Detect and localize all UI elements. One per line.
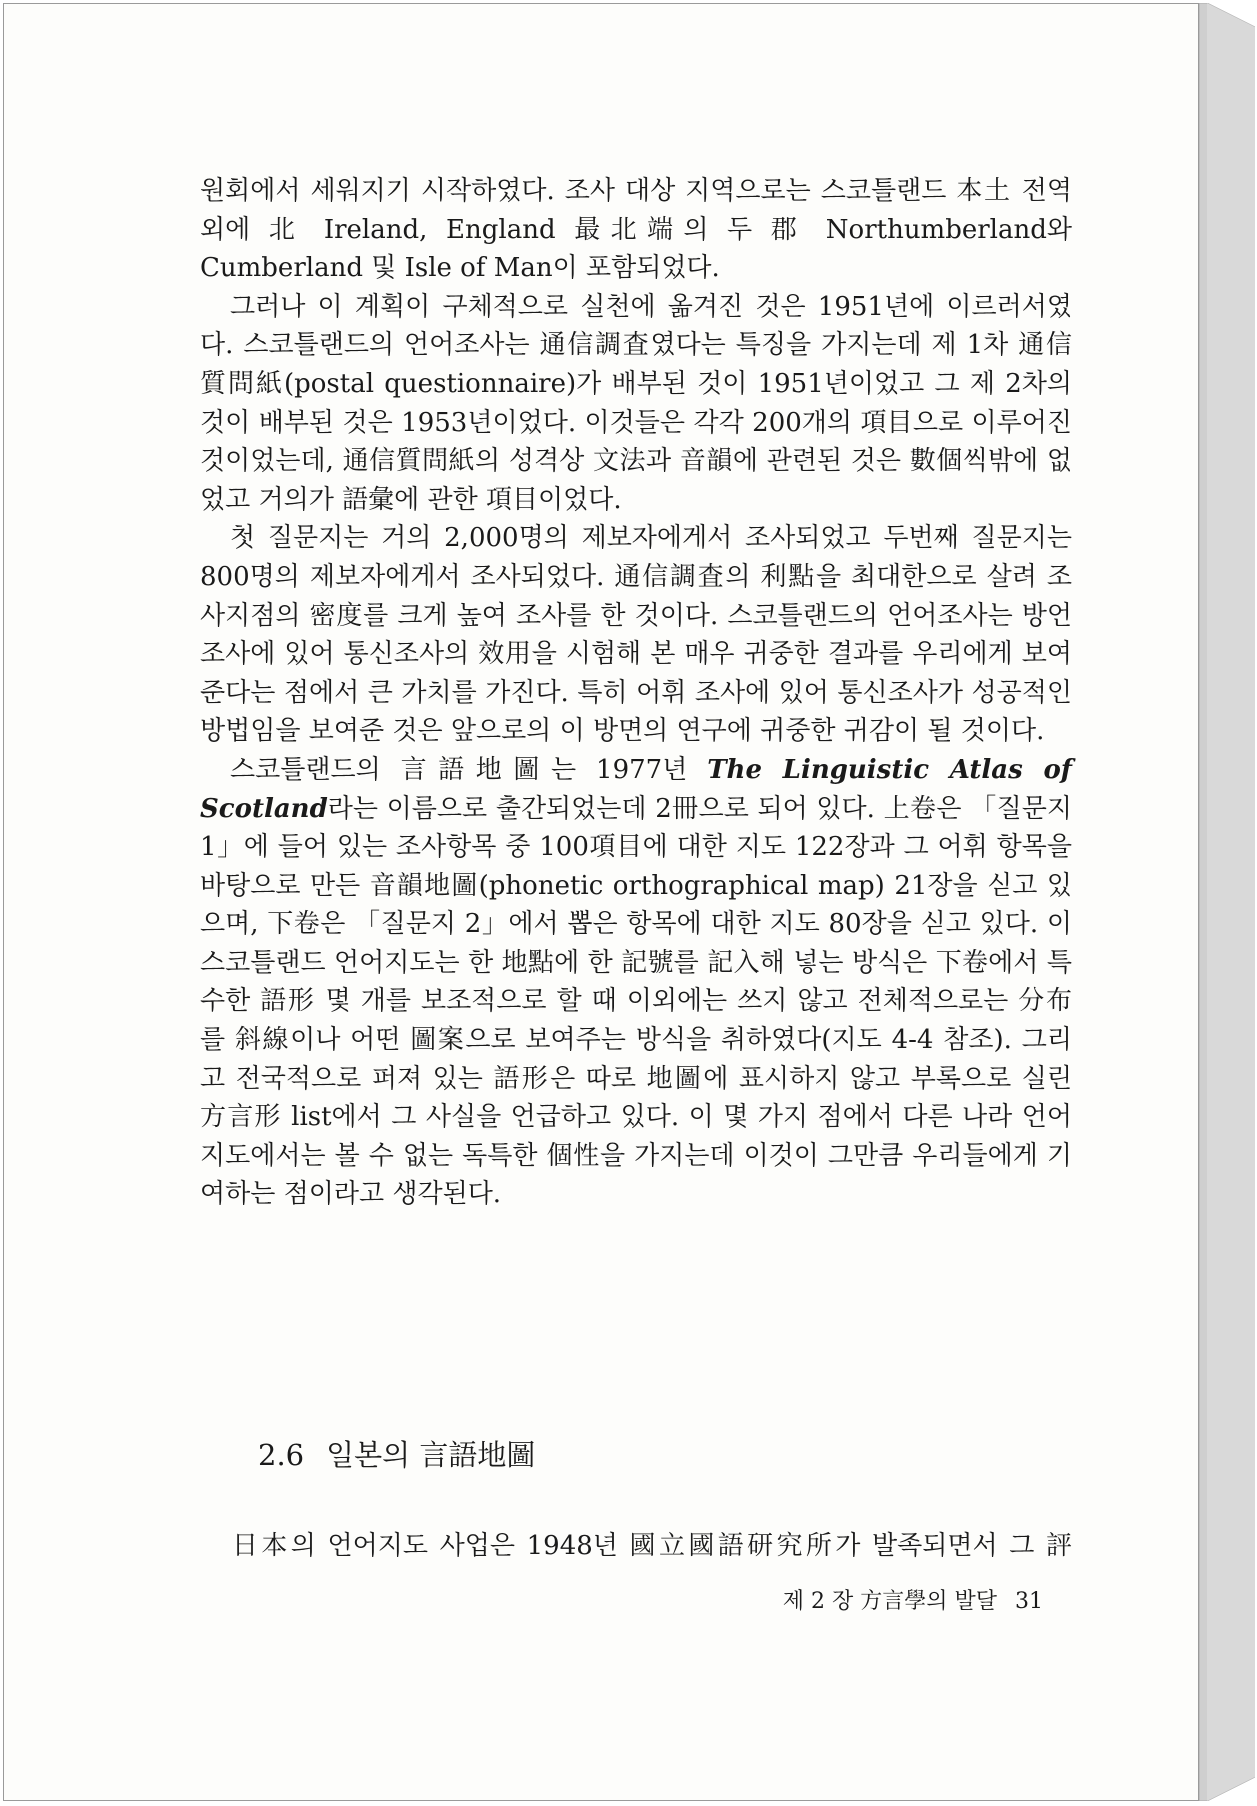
page-number: 31 (1015, 1589, 1043, 1614)
paragraph-2: 그러나 이 계획이 구체적으로 실천에 옮겨진 것은 1951년에 이르러서였다. 스코틀랜드의 언어조사는 通信調査였다는 특징을 가지는데 제 1차 通信質問紙(postal questionnaire)가 배부된 것이 1951년이었고 그 제 2차의 것이 배부된 것은 1953년이었다. 이것들은 각각 200개의 項目으로 이루어진 것이었는데, 通信質問紙의 성격상 文法과 音韻에 관련된 것은 數個씩밖에 없었고 거의가 語彙에 관한 項目이었다. (200, 291, 1072, 515)
section-title: 일본의 言語地圖 (326, 1438, 536, 1472)
atlas-title: The Linguistic Atlas of Scotland (200, 754, 1072, 824)
page-stack-edge (1199, 3, 1255, 1801)
section-number: 2.6 (258, 1438, 305, 1472)
paragraph-4-rest: 라는 이름으로 출간되었는데 2冊으로 되어 있다. 上卷은 「질문지 1」에 들어 있는 조사항목 중 100項目에 대한 지도 122장과 그 어휘 항목을 바탕으로 만든 音韻地圖(phonetic orthographical map) 21장을 싣고 있으며, 下卷은 「질문지 2」에서 뽑은 항목에 대한 지도 80장을 싣고 있다. 이 스코틀랜드 언어지도는 한 地點에 한 記號를 記入해 넣는 방식은 下卷에서 특수한 語形 몇 개를 보조적으로 할 때 이외에는 쓰지 않고 전체적으로는 分布를 斜線이나 어떤 圖案으로 보여주는 방식을 취하였다(지도 4-4 참조). 그리고 전국적으로 퍼져 있는 語形은 따로 地圖에 표시하지 않고 부록으로 실린 方言形 list에서 그 사실을 언급하고 있다. 이 몇 가지 점에서 다른 나라 언어지도에서는 볼 수 없는 독특한 個性을 가지는데 이것이 그만큼 우리들에게 기여하는 점이라고 생각된다. (200, 793, 1072, 1210)
chapter-label: 제 2 장 方言學의 발달 (782, 1589, 997, 1614)
paragraph-1: 원회에서 세워지기 시작하였다. 조사 대상 지역으로는 스코틀랜드 本土 전역 외에 北 Ireland, England 最北端의 두 郡 Northumberland와 Cumberland 및 Isle of Man이 포함되었다. (200, 176, 1072, 284)
running-footer (783, 1584, 1043, 1615)
continuation-line: 日本의 언어지도 사업은 1948년 國立國語研究所가 발족되면서 그 評 (232, 1531, 1072, 1561)
section-heading (258, 1433, 535, 1474)
paragraph-4 (200, 751, 1072, 1214)
paragraph-4-lead: 스코틀랜드의 言語地圖는 1977년 (230, 754, 708, 785)
body-text (200, 172, 1072, 1214)
paragraph-3: 첫 질문지는 거의 2,000명의 제보자에게서 조사되었고 두번째 질문지는 800명의 제보자에게서 조사되었다. 通信調査의 利點을 최대한으로 살려 조사지점의 密度를 크게 높여 조사를 한 것이다. 스코틀랜드의 언어조사는 방언조사에 있어 통신조사의 效用을 시험해 본 매우 귀중한 결과를 우리에게 보여준다는 점에서 큰 가치를 가진다. 특히 어휘 조사에 있어 통신조사가 성공적인 방법임을 보여준 것은 앞으로의 이 방면의 연구에 귀중한 귀감이 될 것이다. (200, 523, 1072, 747)
